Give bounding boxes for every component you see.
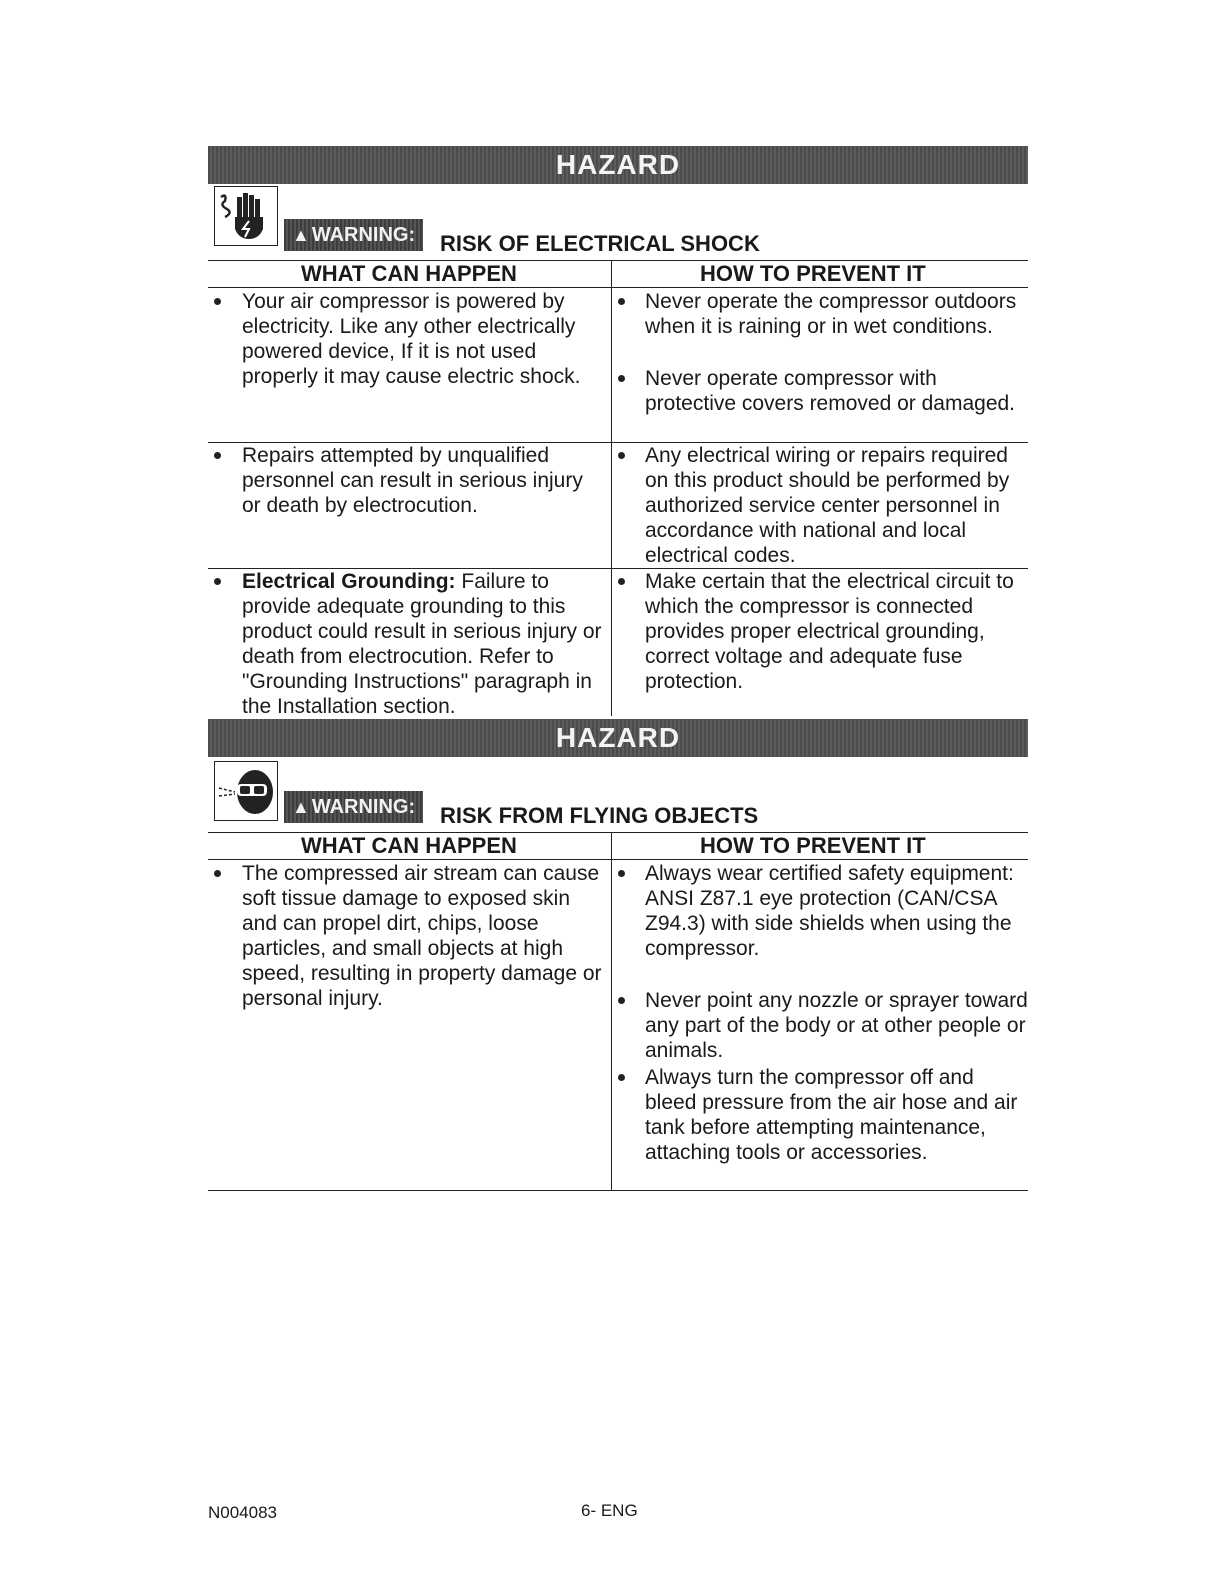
bullet [214,870,221,877]
what-can-happen-text: Repairs attempted by unqualified personnel can result in serious injury or death by electrocution. [242,444,583,517]
safety-goggles-icon [214,761,278,821]
page-number: 6- ENG [581,1501,638,1520]
warning-label: WARNING: [311,224,416,246]
column-header-what: WHAT CAN HAPPEN [301,833,517,858]
hazard-section-electrical [208,146,1028,716]
column-divider [611,832,612,1190]
document-code: N004083 [208,1503,278,1522]
how-to-prevent-text: Never operate compressor with protective covers removed or damaged. [645,367,1016,415]
bullet [618,997,625,1004]
how-to-prevent-text: Make certain that the electrical circuit to which the compressor is connected provides proper electrical grounding, correct voltage and adequate fuse protection. [645,570,1014,693]
bullet [214,578,221,585]
column-divider [611,260,612,716]
how-to-prevent-text: Never operate the compressor outdoors when it is raining or in wet conditions. [645,290,1017,338]
what-can-happen-text: Your air compressor is powered by electricity. Like any other electrically powered device, If it is not used properly it may cause electric shock. [242,290,581,388]
warning-triangle-icon: ▲ [292,225,310,245]
divider [208,1190,1028,1191]
bullet [618,298,625,305]
hazard-banner: HAZARD [208,719,1028,757]
column-header-prevent: HOW TO PREVENT IT [700,261,926,286]
bullet [618,870,625,877]
warning-badge [284,219,423,251]
divider [208,859,1028,860]
what-can-happen-text: The compressed air stream can cause soft tissue damage to exposed skin and can propel dirt, chips, loose particles, and small objects at high speed, resulting in property damage or personal injury. [242,862,602,1010]
warning-badge [284,791,423,823]
grounding-text: Failure to provide adequate grounding to this product could result in serious injury or death from electrocution. Refer to "Grounding Instructions" paragraph in the Installation section. [242,570,602,718]
hazard-section-flying-objects [208,719,1028,1191]
warning-label: WARNING: [311,796,416,818]
bullet [618,578,625,585]
bullet [618,1074,625,1081]
grounding-lead: Electrical Grounding: [242,570,456,593]
bullet [618,452,625,459]
bullet [214,452,221,459]
risk-title: RISK FROM FLYING OBJECTS [440,803,759,828]
how-to-prevent-text: Always turn the compressor off and bleed pressure from the air hose and air tank before attempting maintenance, attaching tools or accessories. [645,1066,1018,1164]
what-can-happen-text [242,569,602,719]
bullet [618,375,625,382]
how-to-prevent-text: Always wear certified safety equipment: ANSI Z87.1 eye protection (CAN/CSA Z94.3) with side shields when using the compressor. [645,862,1014,960]
how-to-prevent-text: Never point any nozzle or sprayer toward any part of the body or at other people or animals. [645,989,1028,1062]
warning-triangle-icon: ▲ [292,797,310,817]
electric-shock-hand-icon [214,186,278,246]
divider [208,287,1028,288]
column-header-what: WHAT CAN HAPPEN [301,261,517,286]
column-header-prevent: HOW TO PREVENT IT [700,833,926,858]
how-to-prevent-text: Any electrical wiring or repairs required on this product should be performed by authorized service center personnel in accordance with national and local electrical codes. [645,444,1010,567]
hazard-banner: HAZARD [208,146,1028,184]
risk-title: RISK OF ELECTRICAL SHOCK [440,231,760,256]
bullet [214,298,221,305]
